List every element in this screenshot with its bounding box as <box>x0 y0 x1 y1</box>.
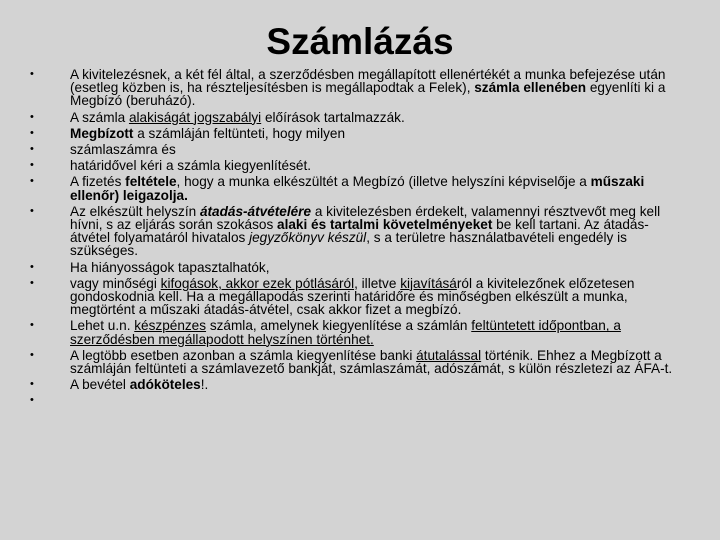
bullet-text-run: számla ellenében <box>474 80 587 96</box>
bullet-text-run: átadás-átvételére <box>199 203 312 219</box>
bullet-item <box>0 205 720 258</box>
bullet-text-run: Az elkészült helyszín <box>70 203 200 219</box>
bullet-text-run: adóköteles <box>129 377 201 393</box>
bullet-text-run: Megbízott <box>70 125 134 141</box>
bullet-item <box>0 111 720 124</box>
slide-title: Számlázás <box>266 21 454 62</box>
bullet-text-run: egyenlíti ki a Megbízó (beruházó). <box>70 80 666 109</box>
bullet-text-run: készpénzes <box>134 318 207 334</box>
bullet-text-run: a számláján feltünteti, hogy milyen <box>133 125 346 141</box>
bullet-item <box>0 277 720 317</box>
bullet-item <box>0 378 720 391</box>
bullet-item <box>0 394 720 407</box>
bullet-text-run: számlaszámra és <box>70 142 176 158</box>
bullet-text-run: a kivitelezésben érdekelt, valamennyi résztvevőt meg kell hívni, s az eljárás során szokásos <box>70 203 661 233</box>
bullet-list <box>0 68 720 411</box>
bullet-text-run: feltüntetett időpontban, a szerződésben megállapodott helyszínen történhet. <box>70 318 621 347</box>
bullet-text-run: , hogy a munka elkészültét a Megbízó (illetve helyszíni képviselője a <box>176 174 591 190</box>
bullet-text-run: , s a területre használatbavételi engedély is szükséges. <box>70 230 627 259</box>
bullet-item <box>0 127 720 140</box>
bullet-item <box>0 175 720 201</box>
bullet-text-run: ról a kivitelezőnek előzetesen gondoskodnia kell. Ha a megállapodás szerinti határidőre és minőségben elkészült a munka, megtörtént a műszaki átadás-átvétel, csak akkor fizet a megbízó. <box>70 275 635 318</box>
bullet-text-run: A számla <box>70 109 129 125</box>
bullet-text-run: számla, amelynek kiegyenlítése a számlán <box>206 318 472 334</box>
bullet-item <box>0 319 720 345</box>
bullet-text-run: határidővel kéri a számla kiegyenlítését. <box>70 158 312 174</box>
bullet-text-run: átutalással <box>416 347 482 363</box>
bullet-text-run: alaki és tartalmi követelményeket <box>277 217 493 233</box>
bullet-text-run: kijavításá <box>400 275 457 291</box>
bullet-text-run: alakiságát jogszabályi <box>128 109 262 125</box>
bullet-text-run: vagy minőségi <box>70 275 161 291</box>
bullet-text-run: be kell tartani. Az átadás-átvétel folyamatáról hivatalos <box>70 217 649 246</box>
bullet-text-run: műszaki ellenőr) leigazolja. <box>70 174 645 203</box>
bullet-text-run: A legtöbb esetben azonban a számla kiegyenlítése banki <box>70 347 417 363</box>
bullet-text-run: A bevétel <box>70 377 130 393</box>
bullet-text-run: Lehet u.n. <box>70 318 135 334</box>
bullet-text-run: kifogások, akkor ezek pótlásáról <box>160 275 355 291</box>
bullet-text-run: előírások tartalmazzák. <box>261 109 405 125</box>
bullet-text-run: , illetve <box>354 275 401 291</box>
bullet-text-run: jegyzőkönyv készül <box>249 230 367 246</box>
bullet-text-run: A fizetés <box>70 174 126 190</box>
bullet-item <box>0 261 720 274</box>
bullet-item <box>0 143 720 156</box>
bullet-text-run: feltétele <box>125 174 177 190</box>
bullet-text-run: A kivitelezésnek, a két fél által, a szerződésben megállapított ellenértékét a munka befejezése után (esetleg közben is, ha részteljesítésben is megállapodtak a Felek), <box>70 67 666 96</box>
bullet-text-run: !. <box>200 377 209 393</box>
bullet-text-run: történik. Ehhez a Megbízott a számláján feltünteti a számlavezető bankját, számlaszámát, adószámát, s külön részletezi az ÁFA-t. <box>70 347 673 377</box>
bullet-item <box>0 349 720 375</box>
bullet-text-run: Ha hiányosságok tapasztalhatók, <box>70 259 270 275</box>
bullet-item <box>0 68 720 108</box>
bullet-item <box>0 159 720 172</box>
